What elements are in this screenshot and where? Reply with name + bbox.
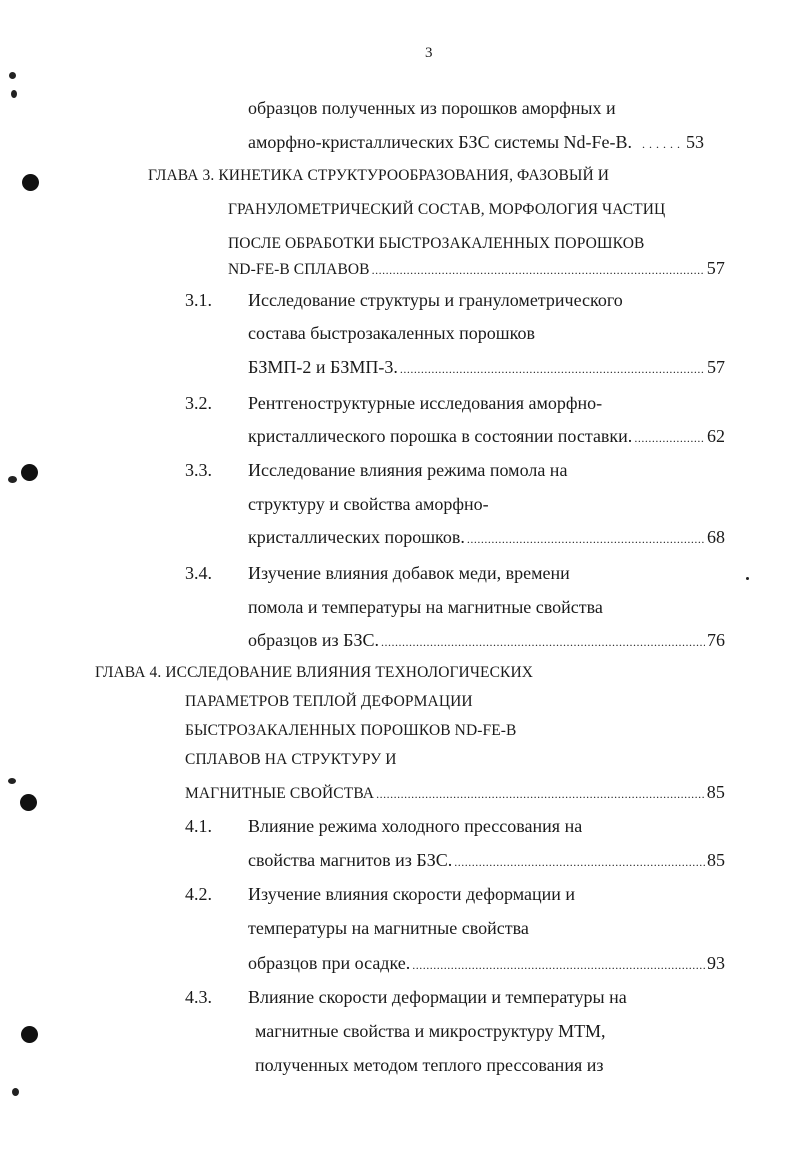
- toc-line: [248, 986, 627, 1008]
- toc-text: БЫСТРОЗАКАЛЕННЫХ ПОРОШКОВ ND-FE-B: [185, 722, 517, 739]
- chapter-heading: [148, 165, 609, 187]
- toc-text: МАГНИТНЫЕ СВОЙСТВА: [185, 785, 375, 802]
- toc-line: [248, 526, 725, 550]
- toc-text: ND-FE-B СПЛАВОВ: [228, 261, 370, 278]
- scan-speck: [746, 577, 749, 580]
- scan-speck: [9, 72, 16, 79]
- toc-text: образцов полученных из порошков аморфных и: [248, 98, 616, 118]
- toc-text: Изучение влияния добавок меди, времени: [248, 563, 570, 583]
- toc-page-number: 62: [707, 426, 725, 446]
- toc-text: БЗМП-2 и БЗМП-3.: [248, 357, 398, 377]
- section-number: 3.4.: [185, 563, 212, 583]
- toc-text: образцов при осадке.: [248, 953, 411, 973]
- toc-line: [248, 596, 603, 618]
- section-number: 4.2.: [185, 884, 212, 904]
- dot-leader: [400, 358, 705, 380]
- toc-text: структуру и свойства аморфно-: [248, 494, 489, 514]
- toc-line: [228, 257, 725, 281]
- toc-line: [248, 322, 535, 344]
- toc-line: [248, 493, 489, 515]
- section-number: 3.3.: [185, 460, 212, 480]
- punch-hole: [21, 1026, 38, 1043]
- toc-line: [248, 849, 725, 873]
- toc-text: полученных методом теплого прессования из: [255, 1055, 604, 1075]
- toc-text: ГРАНУЛОМЕТРИЧЕСКИЙ СОСТАВ, МОРФОЛОГИЯ ЧАСТИЦ: [228, 201, 666, 218]
- toc-page-number: 57: [706, 258, 725, 278]
- toc-line: [248, 425, 725, 449]
- toc-text: Исследование влияния режима помола на: [248, 460, 568, 480]
- toc-line: [248, 917, 529, 939]
- punch-hole: [20, 794, 37, 811]
- toc-line: [248, 952, 725, 976]
- toc-text: ПАРАМЕТРОВ ТЕПЛОЙ ДЕФОРМАЦИИ: [185, 693, 473, 710]
- toc-text: температуры на магнитные свойства: [248, 918, 529, 938]
- chapter-heading: [185, 691, 473, 713]
- toc-line: [248, 97, 616, 119]
- toc-text: помола и температуры на магнитные свойства: [248, 597, 603, 617]
- toc-text: ПОСЛЕ ОБРАБОТКИ БЫСТРОЗАКАЛЕННЫХ ПОРОШКОВ: [228, 235, 645, 252]
- toc-page-number: 85: [707, 850, 725, 870]
- scan-speck: [8, 778, 16, 784]
- chapter-heading: [228, 233, 644, 255]
- toc-text: свойства магнитов из БЗС.: [248, 850, 453, 870]
- toc-text: кристаллических порошков.: [248, 527, 465, 547]
- chapter-heading: [185, 720, 517, 742]
- toc-line: [248, 562, 570, 584]
- toc-text: аморфно-кристаллических БЗС системы Nd-Fe-B.: [248, 132, 633, 152]
- scan-speck: [8, 476, 17, 483]
- toc-line: [248, 815, 582, 837]
- section-number: 4.1.: [185, 816, 212, 836]
- toc-line: [248, 131, 726, 155]
- section-number: 3.1.: [185, 290, 212, 310]
- toc-text: ГЛАВА 4. ИССЛЕДОВАНИЕ ВЛИЯНИЯ ТЕХНОЛОГИЧЕСКИХ: [95, 664, 534, 681]
- toc-line: [248, 883, 575, 905]
- toc-text: СПЛАВОВ НА СТРУКТУРУ И: [185, 751, 397, 768]
- scan-speck: [11, 90, 17, 98]
- toc-page-number: 85: [706, 782, 725, 802]
- scan-speck: [12, 1088, 19, 1096]
- toc-text: состава быстрозакаленных порошков: [248, 323, 535, 343]
- chapter-heading: [185, 749, 397, 771]
- toc-line: [248, 392, 602, 414]
- toc-text: магнитные свойства и микроструктуру МТМ,: [255, 1021, 606, 1041]
- page-number: 3: [425, 45, 433, 61]
- toc-text: Исследование структуры и гранулометрического: [248, 290, 623, 310]
- section-number: 4.3.: [185, 987, 212, 1007]
- toc-page-number: 53: [686, 132, 705, 152]
- dot-leader: [412, 954, 705, 976]
- dot-leader: [467, 528, 705, 550]
- toc-text: Рентгеноструктурные исследования аморфно-: [248, 393, 603, 413]
- toc-line: [185, 781, 725, 805]
- toc-page-number: 76: [707, 630, 725, 650]
- punch-hole: [21, 464, 38, 481]
- dot-leader: [381, 631, 705, 653]
- toc-text: ГЛАВА 3. КИНЕТИКА СТРУКТУРООБРАЗОВАНИЯ, ФАЗОВЫЙ И: [148, 167, 610, 184]
- dot-leader: [454, 851, 705, 873]
- dot-leader: [376, 783, 705, 805]
- chapter-heading: [95, 662, 533, 684]
- dot-leader: [642, 133, 684, 155]
- toc-page-number: 68: [707, 527, 725, 547]
- toc-line: [248, 459, 567, 481]
- toc-line: [248, 356, 725, 380]
- toc-text: Влияние скорости деформации и температуры на: [248, 987, 627, 1007]
- toc-line: [255, 1054, 603, 1076]
- toc-line: [248, 629, 725, 653]
- punch-hole: [22, 174, 39, 191]
- dot-leader: [372, 259, 705, 281]
- toc-text: образцов из БЗС.: [248, 630, 379, 650]
- toc-page-number: 93: [707, 953, 725, 973]
- toc-line: [255, 1020, 605, 1042]
- toc-line: [248, 289, 623, 311]
- toc-page-number: 57: [707, 357, 725, 377]
- chapter-heading: [228, 199, 665, 221]
- dot-leader: [634, 427, 705, 449]
- toc-text: Влияние режима холодного прессования на: [248, 816, 583, 836]
- section-number: 3.2.: [185, 393, 212, 413]
- toc-text: Изучение влияния скорости деформации и: [248, 884, 576, 904]
- toc-text: кристаллического порошка в состоянии поставки.: [248, 426, 633, 446]
